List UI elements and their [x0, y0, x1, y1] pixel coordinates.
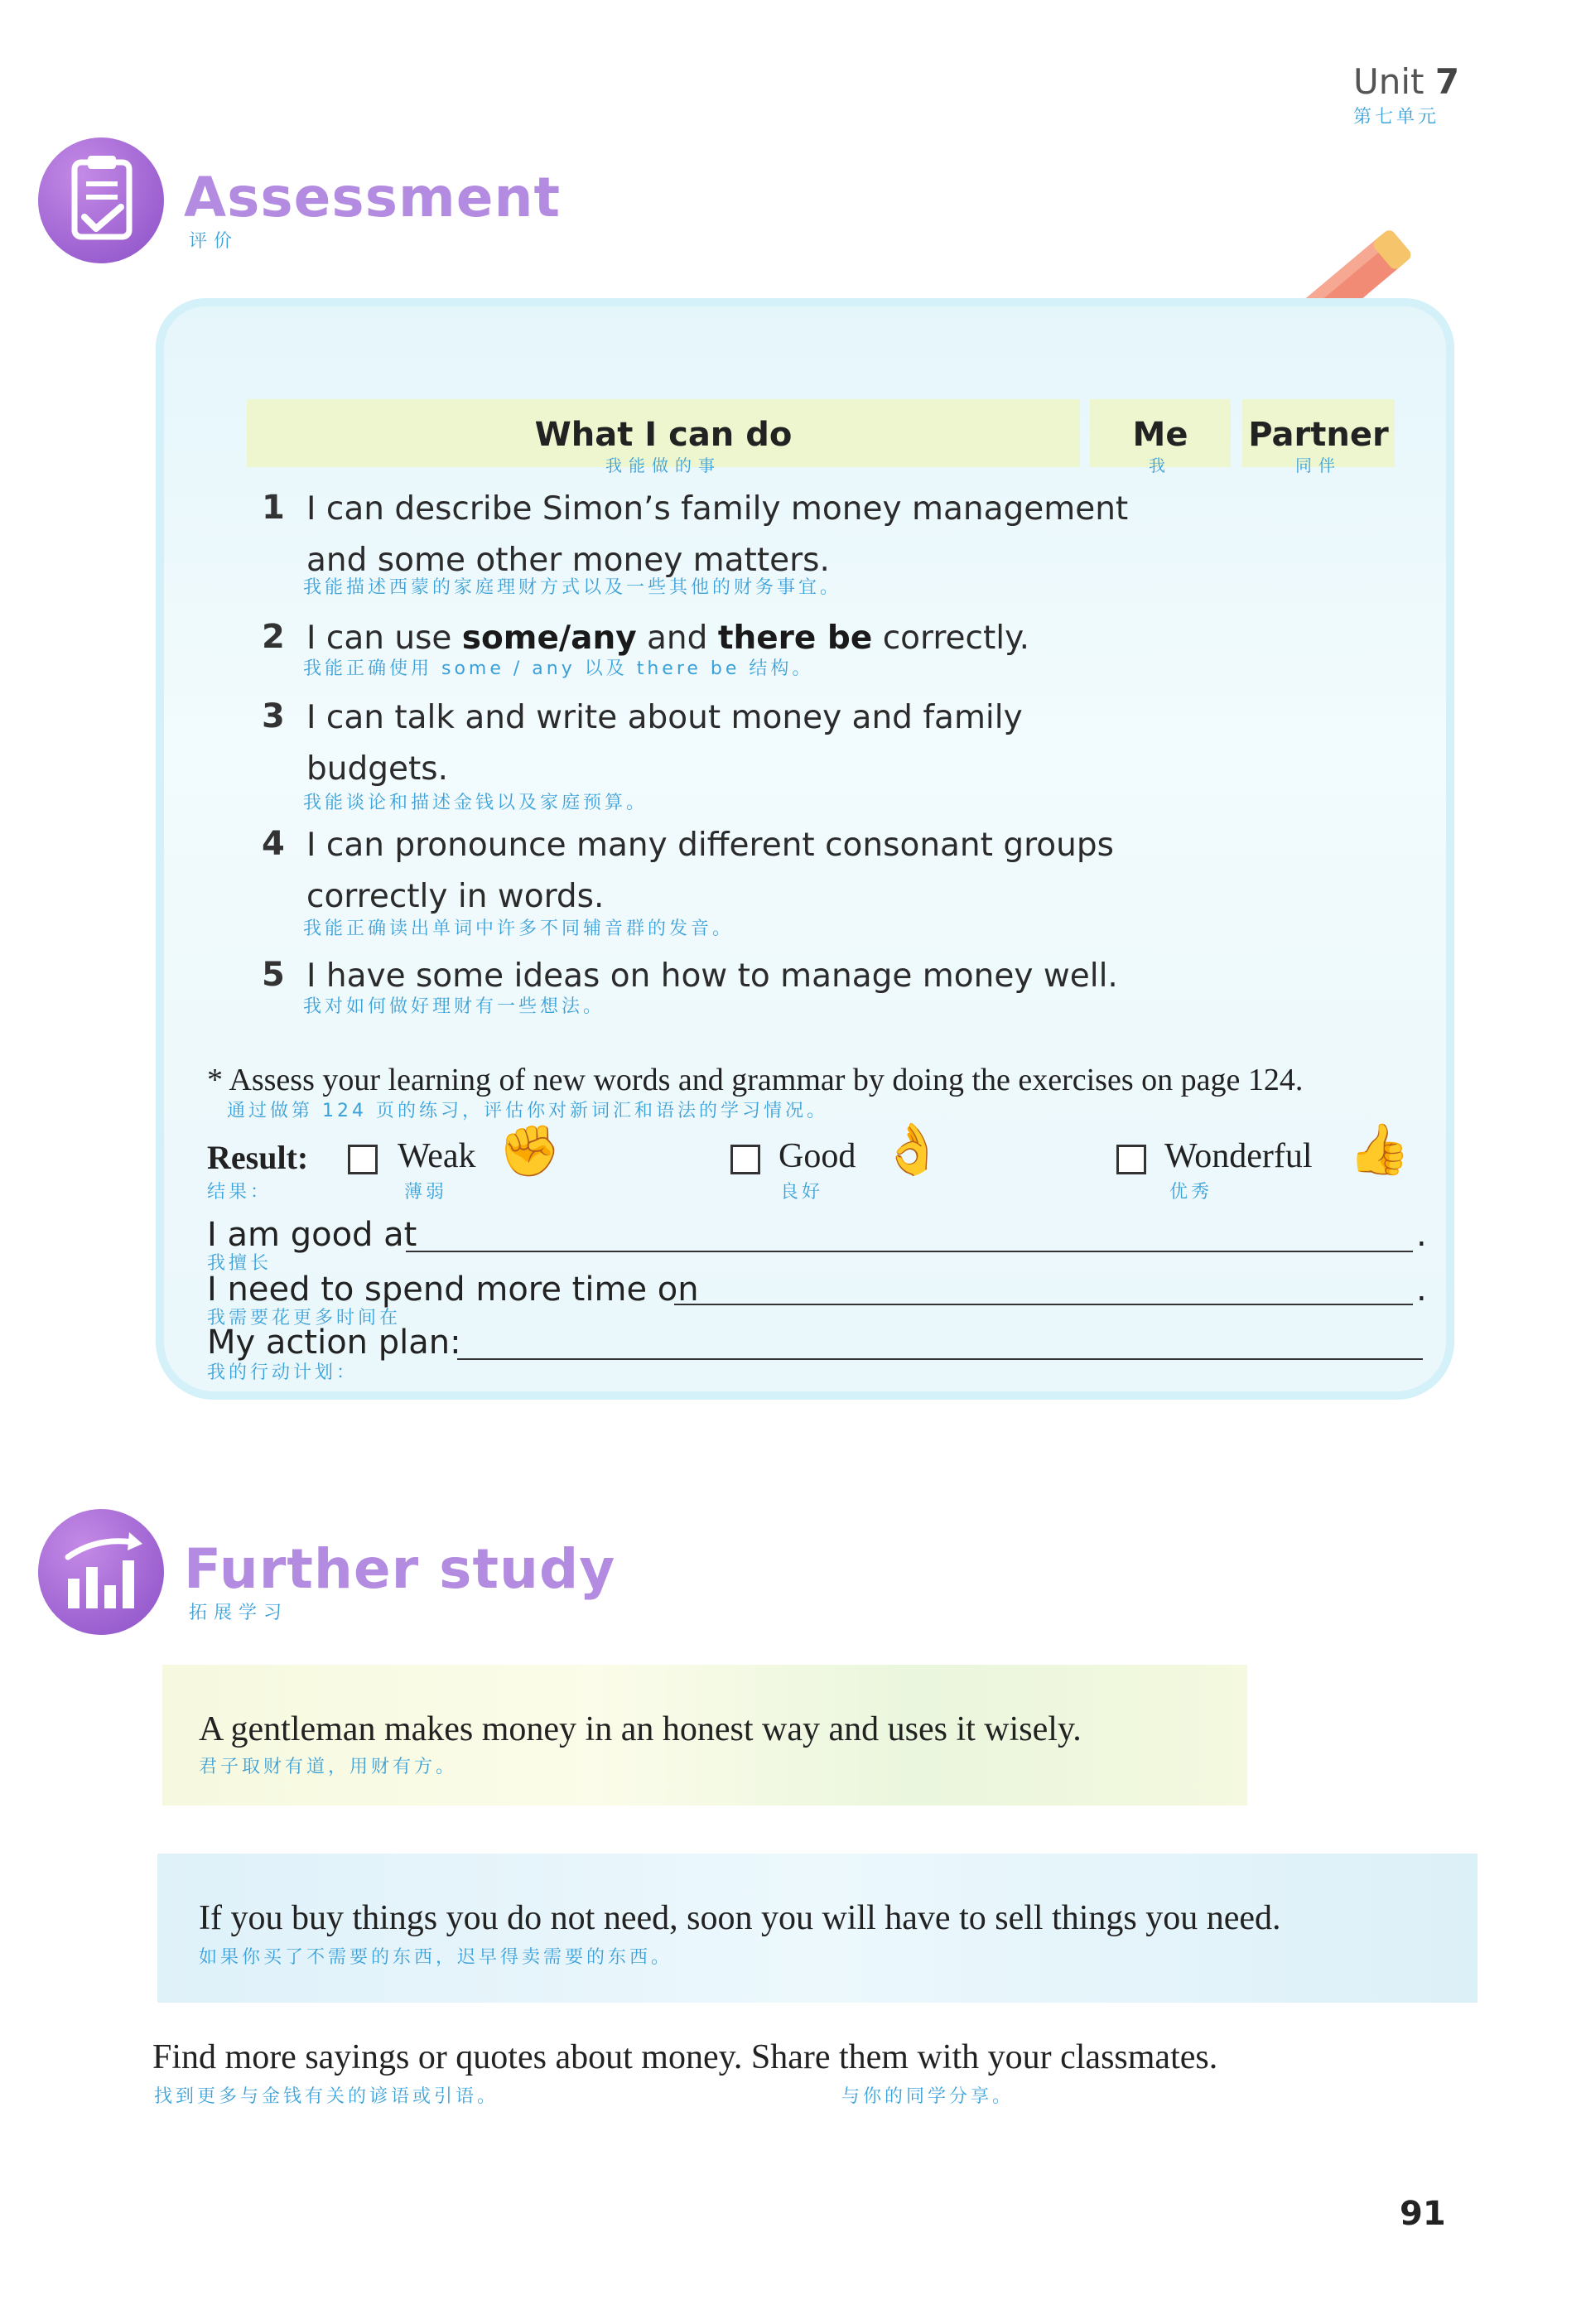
column-header-partner: Partner	[1248, 416, 1389, 454]
result-good-label: Good	[779, 1137, 856, 1175]
result-wonderful-label: Wonderful	[1164, 1137, 1313, 1175]
action-plan-cn: 我的行动计划：	[207, 1362, 359, 1383]
need-time-input[interactable]	[674, 1304, 1413, 1305]
column-header-what-cn: 我能做的事	[605, 456, 721, 475]
item-text: I have some ideas on how to manage money well.	[306, 957, 1118, 995]
column-header-me-cn: 我	[1149, 456, 1172, 475]
result-weak-checkbox[interactable]	[348, 1145, 378, 1174]
item-text-cn: 我能谈论和描述金钱以及家庭预算。	[303, 793, 648, 813]
bar-chart-icon	[38, 1509, 164, 1635]
good-at-cn: 我擅长	[207, 1253, 272, 1274]
item-text-cn: 我能描述西蒙的家庭理财方式以及一些其他的财务事宜。	[303, 577, 842, 598]
thumbs-up-icon: 👍	[1348, 1121, 1410, 1179]
page-number: 91	[1400, 2195, 1446, 2233]
action-plan-input[interactable]	[457, 1358, 1423, 1360]
result-good-cn: 良好	[780, 1182, 824, 1203]
unit-label: Unit 7	[1353, 61, 1460, 102]
good-at-input[interactable]	[406, 1251, 1413, 1252]
unit-number: 7	[1434, 61, 1460, 102]
column-header-me: Me	[1132, 416, 1188, 454]
unit-label-cn: 第七单元	[1353, 107, 1440, 128]
quote-2-cn: 如果你买了不需要的东西，迟早得卖需要的东西。	[199, 1947, 673, 1968]
exercise-note-cn: 通过做第 124 页的练习，评估你对新词汇和语法的学习情况。	[227, 1101, 828, 1121]
item-text-cont: budgets.	[306, 750, 448, 788]
quote-2: If you buy things you do not need, soon you will have to sell things you need.	[199, 1899, 1281, 1937]
further-study-title: Further study	[184, 1537, 616, 1601]
item-text-cn: 我能正确读出单词中许多不同辅音群的发音。	[303, 919, 735, 939]
result-good-checkbox[interactable]	[730, 1145, 760, 1174]
quote-1: A gentleman makes money in an honest way and uses it wisely.	[199, 1710, 1082, 1748]
item-text: I can use some/any and there be correctly.	[306, 620, 1030, 657]
item-text-cont: correctly in words.	[306, 878, 605, 915]
column-header-what: What I can do	[534, 416, 793, 454]
item-number: 5	[262, 956, 285, 994]
fist-icon: ✊	[499, 1122, 561, 1180]
result-label: Result:	[207, 1139, 309, 1176]
good-at-label: I am good at	[207, 1216, 417, 1254]
item-number: 3	[262, 697, 285, 735]
result-wonderful-checkbox[interactable]	[1116, 1145, 1146, 1174]
item-text: I can describe Simon’s family money management	[306, 490, 1129, 528]
result-weak-cn: 薄弱	[404, 1182, 448, 1203]
result-label-cn: 结果：	[207, 1182, 272, 1203]
further-study-title-cn: 拓展学习	[189, 1603, 289, 1623]
item-text-cn: 我对如何做好理财有一些想法。	[303, 996, 605, 1017]
assessment-title-cn: 评价	[189, 231, 239, 252]
need-time-cn: 我需要花更多时间在	[207, 1308, 402, 1328]
item-text: I can pronounce many different consonant groups	[306, 827, 1114, 864]
item-number: 1	[262, 489, 285, 527]
action-plan-label: My action plan:	[207, 1324, 461, 1362]
result-wonderful-cn: 优秀	[1169, 1182, 1213, 1203]
item-text: I can talk and write about money and family	[306, 699, 1023, 736]
item-text-cn: 我能正确使用 some / any 以及 there be 结构。	[303, 658, 814, 679]
task-text-cn-1: 找到更多与金钱有关的谚语或引语。	[154, 2086, 499, 2107]
exercise-note: * Assess your learning of new words and grammar by doing the exercises on page 124.	[207, 1063, 1304, 1097]
quote-1-cn: 君子取财有道，用财有方。	[199, 1757, 458, 1777]
task-text: Find more sayings or quotes about money. Share them with your classmates.	[152, 2038, 1218, 2076]
ok-hand-icon: 👌	[881, 1121, 943, 1179]
item-number: 2	[262, 618, 285, 656]
result-weak-label: Weak	[398, 1137, 476, 1175]
column-header-partner-cn: 同伴	[1295, 456, 1342, 475]
assessment-title: Assessment	[184, 166, 562, 229]
clipboard-check-icon	[38, 137, 164, 263]
need-time-label: I need to spend more time on	[207, 1270, 699, 1309]
item-text-cont: and some other money matters.	[306, 542, 830, 579]
item-number: 4	[262, 825, 285, 863]
task-text-cn-2: 与你的同学分享。	[841, 2086, 1015, 2107]
